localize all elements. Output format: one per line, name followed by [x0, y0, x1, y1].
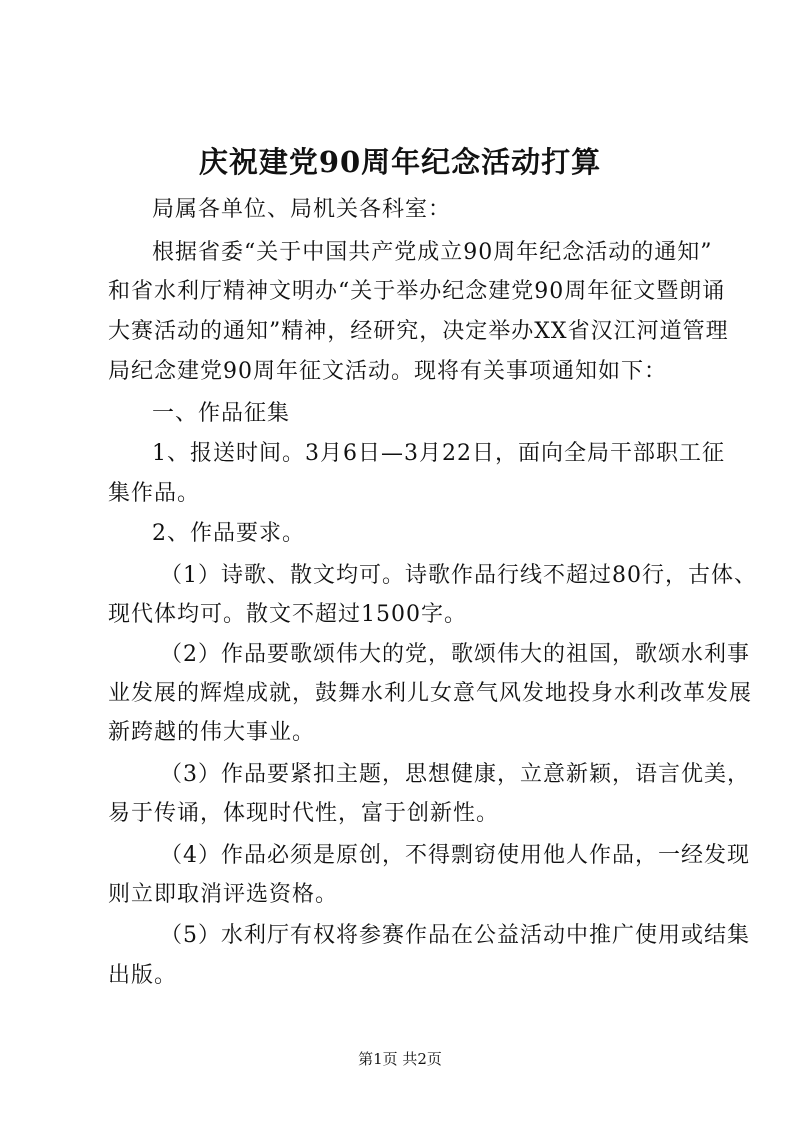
body-line: 大赛活动的通知”精神，经研究，决定举办XX省汉江河道管理 — [108, 319, 729, 344]
salutation: 局属各单位、局机关各科室： — [152, 197, 452, 222]
body-line: （4）作品必须是原创，不得剽窃使用他人作品，一经发现 — [160, 843, 750, 868]
body-line: 1、报送时间。3月6日—3月22日，面向全局干部职工征 — [152, 441, 725, 466]
body-line: 则立即取消评选资格。 — [108, 882, 339, 907]
body-line: 集作品。 — [108, 481, 201, 506]
body-line: 业发展的辉煌成就，鼓舞水利儿女意气风发地投身水利改革发展 — [108, 681, 753, 706]
body-line: （1）诗歌、散文均可。诗歌作品行线不超过80行，古体、 — [160, 563, 757, 588]
document-title: 庆祝建党90周年纪念活动打算 — [198, 145, 602, 179]
subsection-heading: 2、作品要求。 — [152, 521, 305, 546]
body-line: 出版。 — [108, 963, 178, 988]
body-line: 易于传诵，体现时代性，富于创新性。 — [108, 801, 500, 826]
body-line: （2）作品要歌颂伟大的党，歌颂伟大的祖国，歌颂水利事 — [160, 642, 750, 667]
body-line: （3）作品要紧扣主题，思想健康，立意新颖，语言优美， — [160, 762, 750, 787]
section-heading: 一、作品征集 — [152, 401, 291, 426]
page-footer: 第1页 共2页 — [358, 1050, 442, 1068]
body-line: 和省水利厅精神文明办“关于举办纪念建党90周年征文暨朗诵 — [108, 279, 726, 304]
body-line: （5）水利厅有权将参赛作品在公益活动中推广使用或结集 — [160, 923, 750, 948]
body-line: 新跨越的伟大事业。 — [108, 720, 316, 745]
body-line: 局纪念建党90周年征文活动。现将有关事项通知如下： — [108, 359, 667, 384]
body-line: 现代体均可。散文不超过1500字。 — [108, 602, 467, 627]
body-line: 根据省委“关于中国共产党成立90周年纪念活动的通知” — [152, 240, 713, 265]
